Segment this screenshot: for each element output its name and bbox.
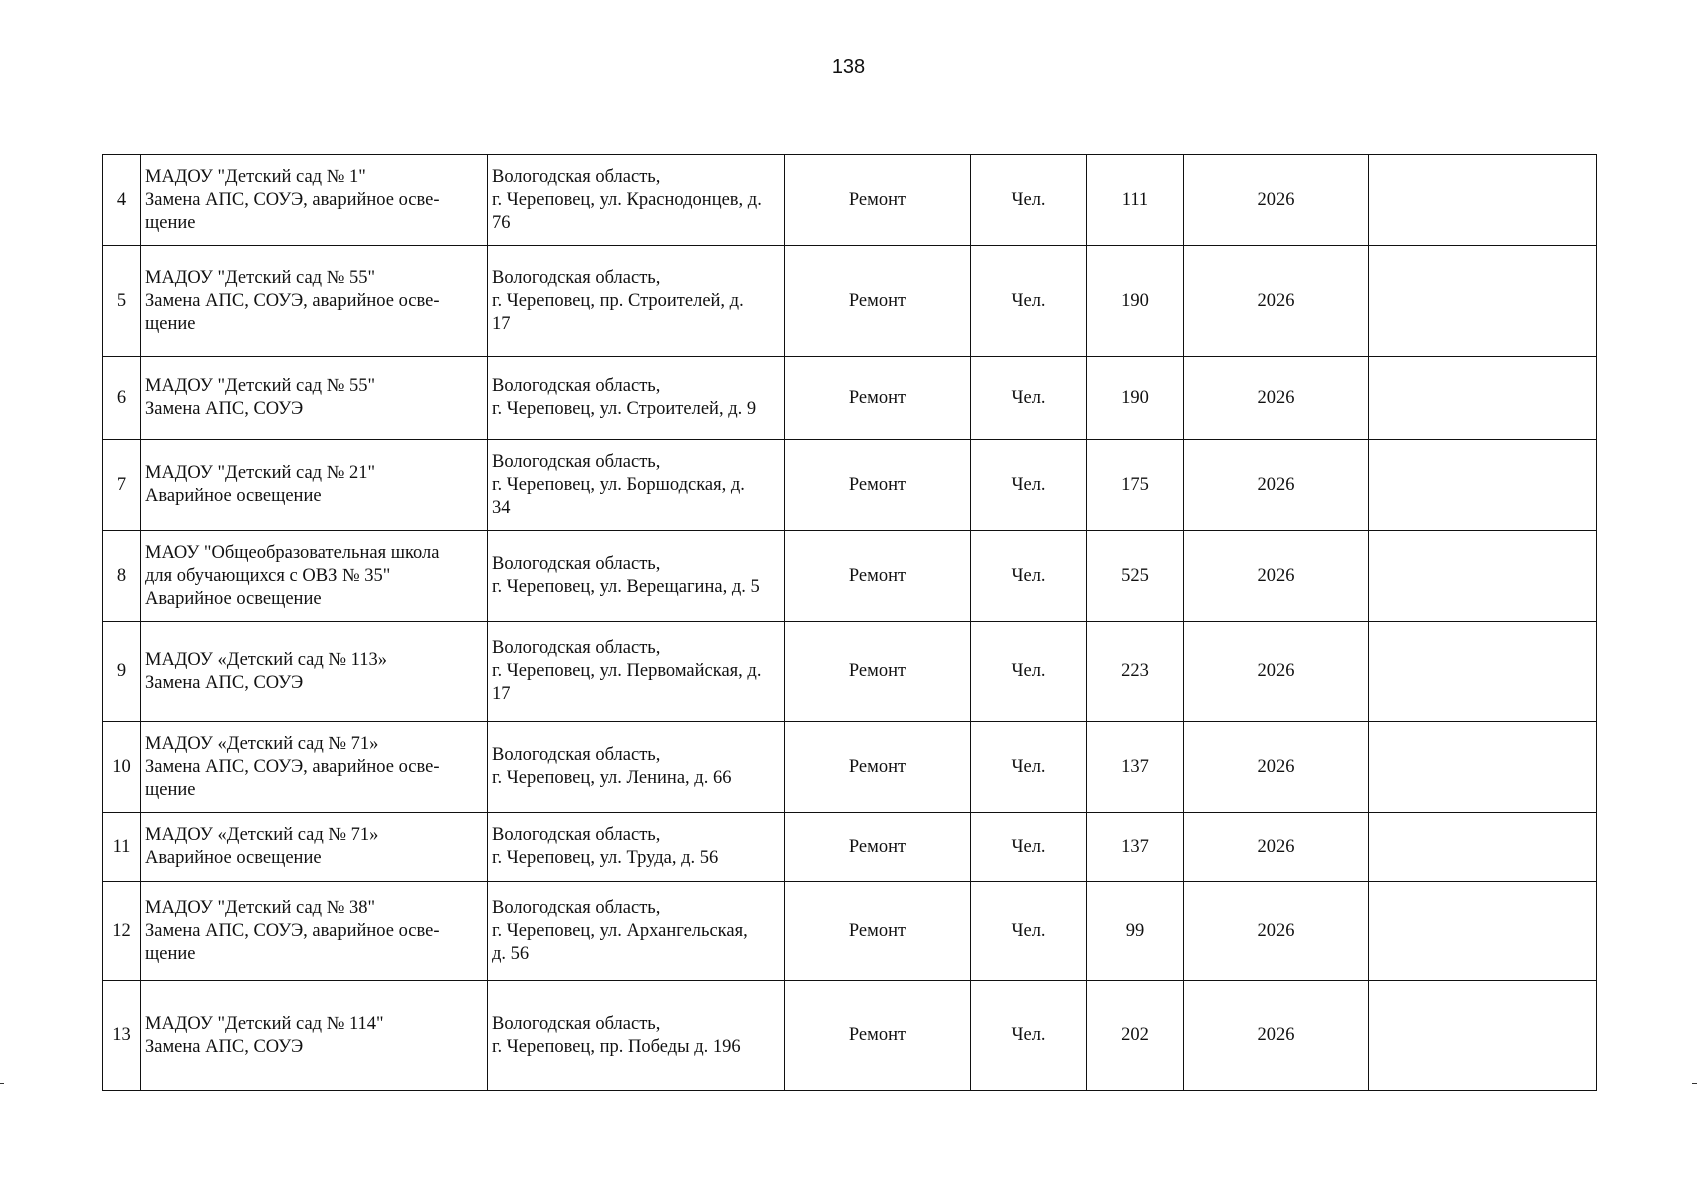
institution-cell (141, 813, 488, 882)
year-cell: 2026 (1184, 622, 1369, 722)
work-type-cell: Ремонт (785, 813, 971, 882)
row-number: 6 (103, 357, 141, 440)
address-line: 34 (492, 497, 511, 518)
note-cell (1369, 531, 1597, 622)
table-row (103, 357, 1597, 440)
unit-cell: Чел. (971, 981, 1087, 1091)
quantity-cell: 137 (1087, 813, 1184, 882)
note-cell (1369, 882, 1597, 981)
table-row (103, 531, 1597, 622)
address-line: д. 56 (492, 943, 530, 964)
work-type-cell: Ремонт (785, 981, 971, 1091)
institution-line: МАДОУ "Детский сад № 21" (145, 463, 376, 483)
institution-line: МАОУ "Общеобразовательная школа (145, 542, 440, 563)
row-number: 10 (103, 722, 141, 813)
institution-line: МАДОУ "Детский сад № 1" (145, 166, 366, 187)
quantity-cell: 190 (1087, 246, 1184, 357)
address-line: Вологодская область, (492, 166, 661, 187)
work-type-cell: Ремонт (785, 357, 971, 440)
unit-cell: Чел. (971, 813, 1087, 882)
address-line: г. Череповец, ул. Ленина, д. 66 (492, 768, 732, 788)
address-cell (488, 813, 785, 882)
work-type-cell: Ремонт (785, 246, 971, 357)
address-cell (488, 622, 785, 722)
address-line: 76 (492, 212, 511, 233)
row-number: 8 (103, 531, 141, 622)
table-row (103, 882, 1597, 981)
quantity-cell: 99 (1087, 882, 1184, 981)
address-line: Вологодская область, (492, 897, 661, 918)
address-cell (488, 357, 785, 440)
work-type-cell: Ремонт (785, 155, 971, 246)
institution-line: Замена АПС, СОУЭ, аварийное осве- (145, 920, 440, 941)
institution-line: Аварийное освещение (145, 848, 322, 868)
address-cell (488, 246, 785, 357)
table-row (103, 722, 1597, 813)
year-cell: 2026 (1184, 155, 1369, 246)
unit-cell: Чел. (971, 357, 1087, 440)
institution-line: Замена АПС, СОУЭ (145, 1036, 304, 1057)
address-line: Вологодская область, (492, 451, 661, 472)
address-line: Вологодская область, (492, 554, 661, 574)
address-line: Вологодская область, (492, 638, 661, 658)
address-line: Вологодская область, (492, 267, 661, 288)
table-row (103, 246, 1597, 357)
year-cell: 2026 (1184, 531, 1369, 622)
unit-cell: Чел. (971, 440, 1087, 531)
quantity-cell: 137 (1087, 722, 1184, 813)
year-cell: 2026 (1184, 440, 1369, 531)
row-number: 9 (103, 622, 141, 722)
address-line: г. Череповец, пр. Строителей, д. (492, 290, 744, 311)
institution-cell (141, 440, 488, 531)
address-line: Вологодская область, (492, 825, 661, 845)
institution-line: МАДОУ "Детский сад № 55" (145, 267, 376, 288)
institution-line: МАДОУ "Детский сад № 38" (145, 897, 376, 918)
year-cell: 2026 (1184, 722, 1369, 813)
row-number: 12 (103, 882, 141, 981)
institution-line: Замена АПС, СОУЭ, аварийное осве- (145, 756, 440, 777)
address-line: Вологодская область, (492, 1013, 661, 1034)
institution-cell (141, 357, 488, 440)
address-line: г. Череповец, ул. Архангельская, (492, 920, 748, 941)
work-type-cell: Ремонт (785, 882, 971, 981)
quantity-cell: 223 (1087, 622, 1184, 722)
quantity-cell: 525 (1087, 531, 1184, 622)
institution-line: МАДОУ "Детский сад № 114" (145, 1013, 384, 1034)
year-cell: 2026 (1184, 981, 1369, 1091)
address-line: 17 (492, 684, 511, 704)
address-cell (488, 722, 785, 813)
note-cell (1369, 981, 1597, 1091)
address-cell (488, 440, 785, 531)
note-cell (1369, 622, 1597, 722)
institution-line: Замена АПС, СОУЭ (145, 672, 304, 693)
institution-cell (141, 531, 488, 622)
address-line: г. Череповец, ул. Строителей, д. 9 (492, 399, 757, 419)
address-line: г. Череповец, ул. Боршодская, д. (492, 474, 745, 495)
work-type-cell: Ремонт (785, 531, 971, 622)
institution-cell (141, 882, 488, 981)
address-line: г. Череповец, ул. Труда, д. 56 (492, 848, 719, 868)
address-line: Вологодская область, (492, 745, 661, 765)
institution-line: Замена АПС, СОУЭ, аварийное осве- (145, 290, 440, 311)
row-number: 5 (103, 246, 141, 357)
unit-cell: Чел. (971, 722, 1087, 813)
institution-line: щение (145, 313, 196, 334)
institution-line: щение (145, 212, 196, 233)
institution-line: МАДОУ «Детский сад № 113» (145, 649, 387, 670)
institution-cell (141, 246, 488, 357)
note-cell (1369, 722, 1597, 813)
works-table (102, 154, 1597, 1091)
row-number: 7 (103, 440, 141, 531)
address-line: г. Череповец, ул. Первомайская, д. (492, 661, 762, 681)
unit-cell: Чел. (971, 155, 1087, 246)
year-cell: 2026 (1184, 813, 1369, 882)
table-row (103, 622, 1597, 722)
table-row (103, 813, 1597, 882)
address-cell (488, 981, 785, 1091)
institution-line: щение (145, 943, 196, 964)
institution-cell (141, 981, 488, 1091)
address-cell (488, 882, 785, 981)
note-cell (1369, 357, 1597, 440)
year-cell: 2026 (1184, 357, 1369, 440)
unit-cell: Чел. (971, 531, 1087, 622)
table-row (103, 440, 1597, 531)
note-cell (1369, 440, 1597, 531)
quantity-cell: 190 (1087, 357, 1184, 440)
row-number: 4 (103, 155, 141, 246)
address-line: г. Череповец, ул. Краснодонцев, д. (492, 189, 762, 210)
institution-line: Аварийное освещение (145, 486, 322, 506)
margin-tick-left (0, 1083, 4, 1084)
address-line: Вологодская область, (492, 376, 661, 396)
year-cell: 2026 (1184, 246, 1369, 357)
year-cell: 2026 (1184, 882, 1369, 981)
address-line: г. Череповец, ул. Верещагина, д. 5 (492, 577, 760, 597)
institution-line: МАДОУ "Детский сад № 55" (145, 376, 376, 396)
institution-line: для обучающихся с ОВЗ № 35" (145, 565, 391, 586)
table-row (103, 155, 1597, 246)
institution-cell (141, 722, 488, 813)
note-cell (1369, 246, 1597, 357)
address-line: г. Череповец, пр. Победы д. 196 (492, 1036, 741, 1057)
work-type-cell: Ремонт (785, 622, 971, 722)
address-cell (488, 155, 785, 246)
work-type-cell: Ремонт (785, 440, 971, 531)
address-line: 17 (492, 313, 511, 334)
institution-cell (141, 155, 488, 246)
row-number: 11 (103, 813, 141, 882)
unit-cell: Чел. (971, 622, 1087, 722)
quantity-cell: 111 (1087, 155, 1184, 246)
row-number: 13 (103, 981, 141, 1091)
institution-line: Замена АПС, СОУЭ, аварийное осве- (145, 189, 440, 210)
table-body (103, 155, 1597, 1091)
institution-cell (141, 622, 488, 722)
unit-cell: Чел. (971, 246, 1087, 357)
unit-cell: Чел. (971, 882, 1087, 981)
institution-line: МАДОУ «Детский сад № 71» (145, 825, 379, 845)
institution-line: щение (145, 779, 196, 800)
quantity-cell: 175 (1087, 440, 1184, 531)
note-cell (1369, 813, 1597, 882)
institution-line: Замена АПС, СОУЭ (145, 399, 304, 419)
work-type-cell: Ремонт (785, 722, 971, 813)
note-cell (1369, 155, 1597, 246)
address-cell (488, 531, 785, 622)
margin-tick-right (1692, 1083, 1697, 1084)
institution-line: МАДОУ «Детский сад № 71» (145, 733, 379, 754)
page-number: 138 (831, 56, 866, 78)
table-row (103, 981, 1597, 1091)
quantity-cell: 202 (1087, 981, 1184, 1091)
institution-line: Аварийное освещение (145, 588, 322, 609)
